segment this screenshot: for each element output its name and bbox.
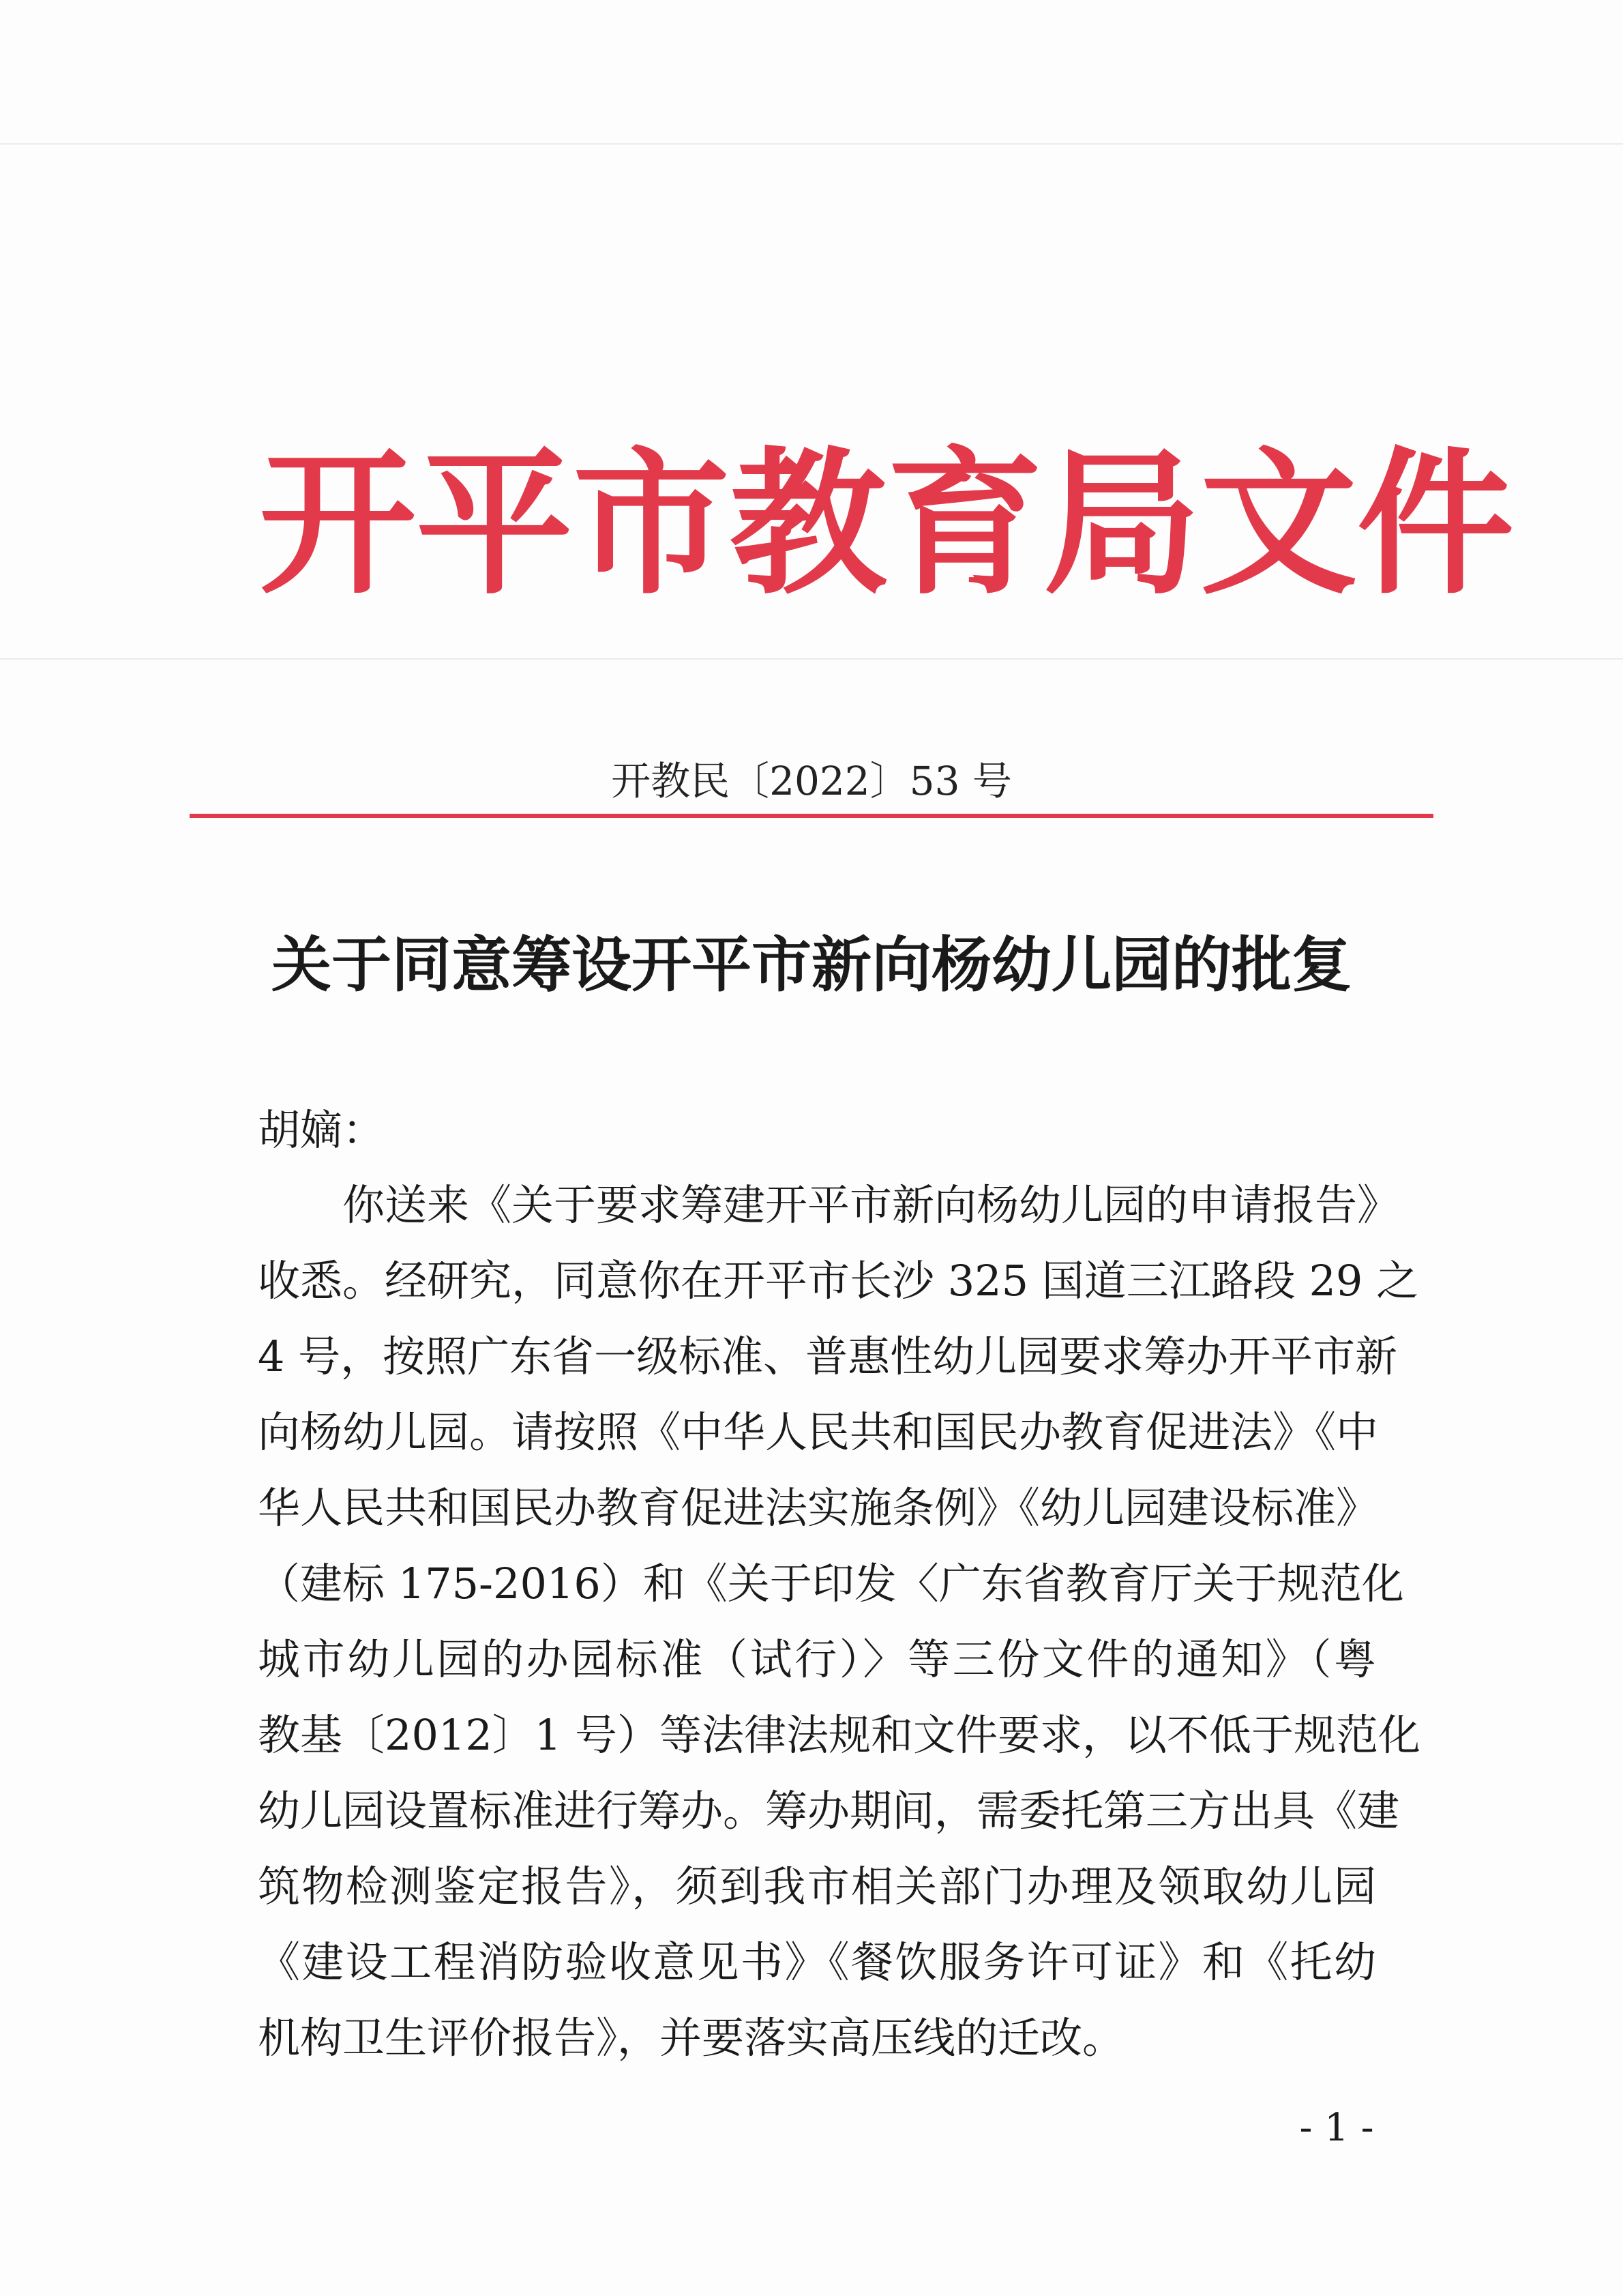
body-line: 教基〔2012〕1 号）等法律法规和文件要求，以不低于规范化 (258, 1710, 1420, 1760)
red-divider-line (190, 814, 1433, 818)
document-number: 开教民〔2022〕53 号 (611, 758, 1012, 804)
page-number: - 1 - (1299, 2106, 1374, 2150)
body-line: 4 号，按照广东省一级标准、普惠性幼儿园要求筹办开平市新 (258, 1331, 1398, 1381)
body-line: 幼儿园设置标准进行筹办。筹办期间，需委托第三方出具《建 (258, 1786, 1400, 1836)
body-line: （建标 175-2016）和《关于印发〈广东省教育厅关于规范化 (258, 1559, 1404, 1608)
body-line: 你送来《关于要求筹建开平市新向杨幼儿园的申请报告》 (342, 1180, 1400, 1230)
body-line: 向杨幼儿园。请按照《中华人民共和国民办教育促进法》《中 (258, 1407, 1379, 1457)
scan-artifact-line (0, 143, 1623, 145)
body-line: 筑物检测鉴定报告》，须到我市相关部门办理及领取幼儿园 (258, 1861, 1376, 1911)
masthead-title: 开平市教育局文件 (259, 434, 1515, 616)
body-line: 华人民共和国民办教育促进法实施条例》《幼儿园建设标准》 (258, 1483, 1379, 1533)
scan-artifact-line (0, 658, 1623, 660)
body-line: 城市幼儿园的办园标准（试行）〉等三份文件的通知》（粤 (258, 1634, 1376, 1684)
body-line: 《建设工程消防验收意见书》《餐饮服务许可证》和《托幼 (258, 1937, 1376, 1987)
body-line: 机构卫生评价报告》，并要落实高压线的迁改。 (258, 2013, 1125, 2063)
salutation: 胡嫡： (258, 1105, 385, 1155)
body-line: 收悉。经研究，同意你在开平市长沙 325 国道三江路段 29 之 (258, 1256, 1419, 1306)
document-title: 关于同意筹设开平市新向杨幼儿园的批复 (271, 930, 1352, 1000)
